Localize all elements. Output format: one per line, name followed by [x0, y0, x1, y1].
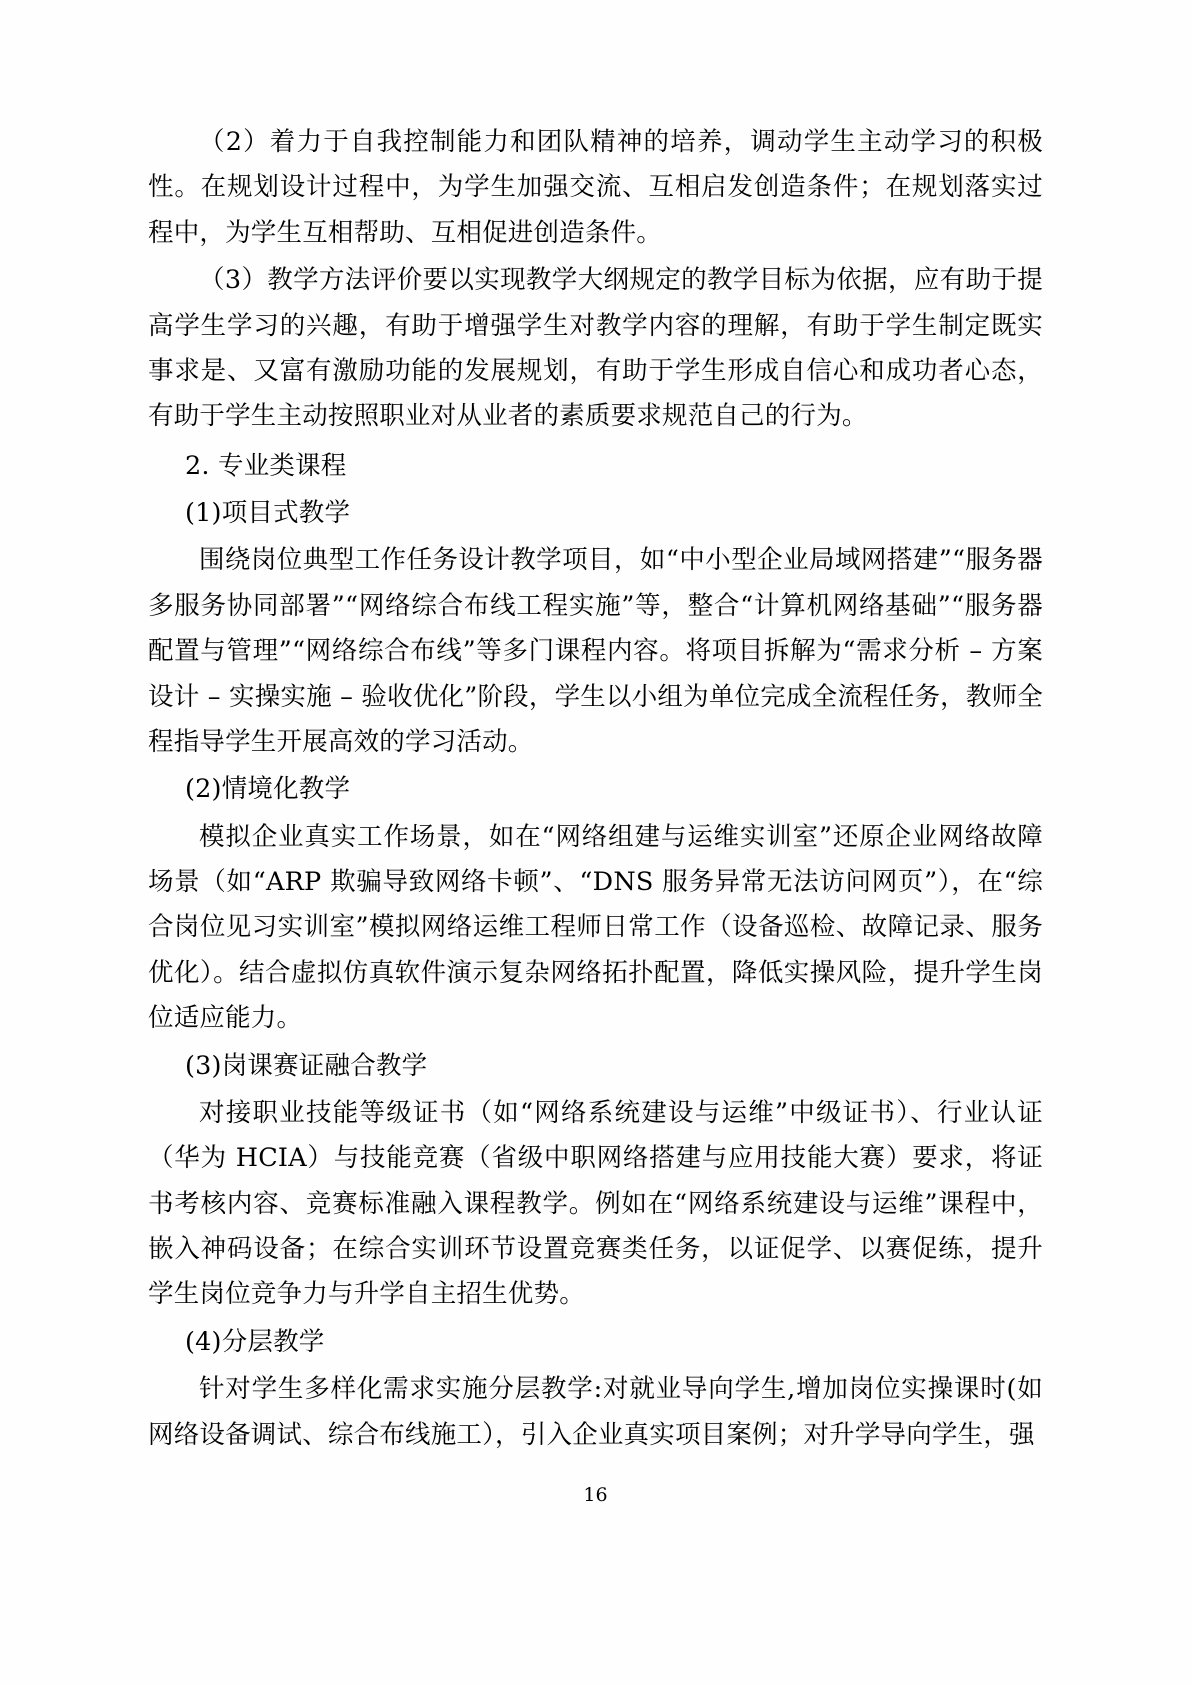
subheading-tiered-teaching: (4)分层教学: [184, 1326, 325, 1357]
paragraph-1: （2）着力于自我控制能力和团队精神的培养，调动学生主动学习的积极性。在规划设计过程中，为学生加强交流、互相启发创造条件；在规划落实过程中，为学生互相帮助、互相促进创造条件。: [148, 127, 1043, 248]
document-body: [148, 120, 1043, 1458]
subheading-situational-teaching: (2)情境化教学: [184, 774, 351, 805]
subheading-project-based-teaching: (1)项目式教学: [184, 498, 351, 528]
paragraph-5: 对接职业技能等级证书（如“网络系统建设与运维”中级证书）、行业认证（华为 HCIA）与技能竞赛（省级中职网络搭建与应用技能大赛）要求，将证书考核内容、竞赛标准融入课程教学。例如在“网络系统建设与运维”课程中，嵌入神码设备；在综合实训环节设置竞赛类任务，以证促学、以赛促练，提升学生岗位竞争力与升学自主招生优势。: [148, 1097, 1043, 1310]
section-heading-professional-courses: 2. 专业类课程: [184, 450, 347, 481]
paragraph-3: 围绕岗位典型工作任务设计教学项目，如“中小型企业局域网搭建”“服务器多服务协同部署”“网络综合布线工程实施”等，整合“计算机网络基础”“服务器配置与管理”“网络综合布线”等多门课程内容。将项目拆解为“需求分析 – 方案设计 – 实操实施 – 验收优化”阶段，学生以小组为单位完成全流程任务，教师全程指导学生开展高效的学习活动。: [148, 545, 1043, 757]
paragraph-4: 模拟企业真实工作场景，如在“网络组建与运维实训室”还原企业网络故障场景（如“ARP 欺骗导致网络卡顿”、“DNS 服务异常无法访问网页”），在“综合岗位见习实训室”模拟网络运维工程师日常工作（设备巡检、故障记录、服务优化）。结合虚拟仿真软件演示复杂网络拓扑配置，降低实操风险，提升学生岗位适应能力。: [148, 821, 1043, 1034]
subheading-integrated-teaching: (3)岗课赛证融合教学: [184, 1050, 428, 1081]
paragraph-2: （3）教学方法评价要以实现教学大纲规定的教学目标为依据，应有助于提高学生学习的兴趣，有助于增强学生对教学内容的理解，有助于学生制定既实事求是、又富有激励功能的发展规划，有助于学生形成自信心和成功者心态，有助于学生主动按照职业对从业者的素质要求规范自己的行为。: [148, 265, 1043, 432]
page-number: 16: [583, 1484, 608, 1506]
paragraph-6: 针对学生多样化需求实施分层教学:对就业导向学生,增加岗位实操课时(如网络设备调试、综合布线施工），引入企业真实项目案例；对升学导向学生，强: [148, 1374, 1043, 1450]
